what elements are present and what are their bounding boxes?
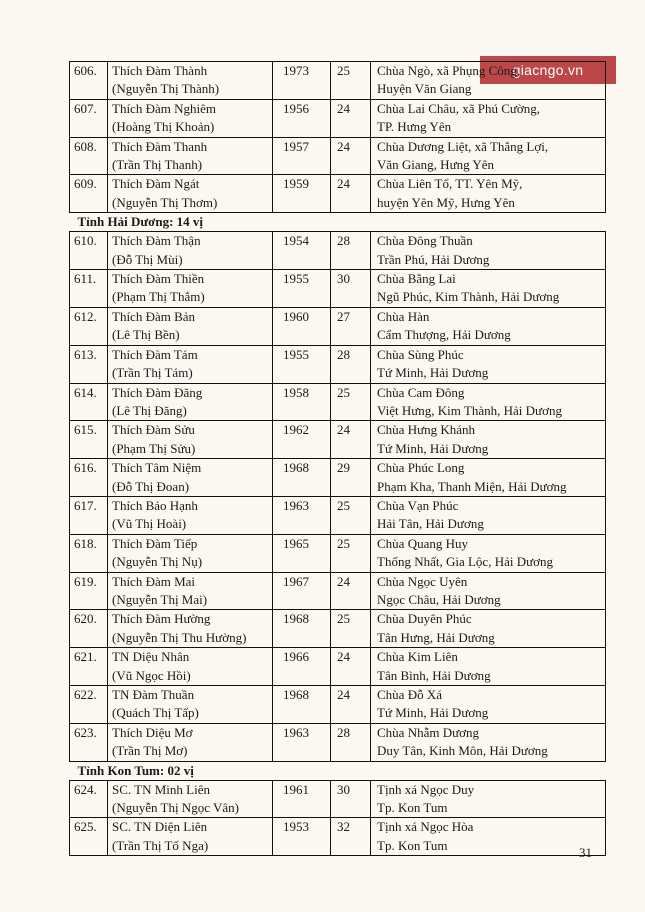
entry-number: 607.	[74, 100, 97, 116]
dharma-name: Thích Đàm Sửu	[112, 422, 195, 438]
entry-number: 620.	[74, 611, 97, 627]
age: 28	[337, 346, 350, 362]
table-row	[70, 383, 606, 421]
lay-name: (Nguyễn Thị Thành)	[112, 81, 220, 97]
place-cell	[371, 686, 606, 724]
nun-list-table	[69, 61, 606, 856]
age: 25	[337, 497, 350, 513]
lay-name: (Trần Thị Mơ)	[112, 743, 188, 759]
age-cell	[331, 572, 371, 610]
age: 24	[337, 176, 350, 192]
lay-name: (Phạm Thị Sửu)	[112, 440, 196, 456]
age-cell	[331, 345, 371, 383]
place-cell	[371, 648, 606, 686]
name-cell	[108, 459, 273, 497]
age: 24	[337, 138, 350, 154]
no-cell	[70, 307, 108, 345]
name-cell	[108, 137, 273, 175]
year: 1961	[283, 781, 309, 797]
age-cell	[331, 62, 371, 100]
table-row	[70, 175, 606, 213]
age-cell	[331, 610, 371, 648]
place-cell	[371, 62, 606, 100]
section-title: Tỉnh Hải Dương: 14 vị	[77, 214, 204, 230]
place-line-1: Chùa Đông Thuần	[377, 233, 473, 249]
lay-name: (Vũ Thị Hoài)	[112, 516, 187, 532]
dharma-name: Thích Tâm Niệm	[112, 460, 202, 476]
page-number: 31	[579, 845, 592, 860]
table-row	[70, 496, 606, 534]
dharma-name: Thích Đàm Thành	[112, 63, 208, 78]
year: 1963	[283, 724, 309, 740]
no-cell	[70, 270, 108, 308]
place-line-1: Tịnh xá Ngọc Duy	[377, 781, 475, 797]
table-row	[70, 137, 606, 175]
no-cell	[70, 232, 108, 270]
name-cell	[108, 648, 273, 686]
table-row	[70, 723, 606, 761]
place-line-1: Chùa Duyên Phúc	[377, 611, 472, 627]
entry-number: 619.	[74, 573, 97, 589]
entry-number: 610.	[74, 233, 97, 249]
year: 1959	[283, 176, 309, 192]
year-cell	[273, 345, 331, 383]
name-cell	[108, 307, 273, 345]
year-cell	[273, 610, 331, 648]
place-line-2: Thống Nhất, Gia Lộc, Hải Dương	[377, 554, 554, 570]
place-cell	[371, 99, 606, 137]
place-cell	[371, 345, 606, 383]
dharma-name: Thích Bảo Hạnh	[112, 497, 198, 513]
no-cell	[70, 62, 108, 100]
lay-name: (Đỗ Thị Mùi)	[112, 251, 183, 267]
year-cell	[273, 780, 331, 818]
age: 24	[337, 422, 350, 438]
name-cell	[108, 232, 273, 270]
place-line-2: Tân Hưng, Hải Dương	[377, 629, 495, 645]
place-cell	[371, 459, 606, 497]
place-line-2: Ngũ Phúc, Kim Thành, Hải Dương	[377, 289, 560, 305]
place-line-1: Chùa Phúc Long	[377, 460, 465, 476]
place-cell	[371, 723, 606, 761]
year-cell	[273, 270, 331, 308]
year-cell	[273, 686, 331, 724]
place-line-1: Chùa Hàn	[377, 308, 430, 324]
table-row	[70, 610, 606, 648]
entry-number: 612.	[74, 308, 97, 324]
dharma-name: SC. TN Minh Liên	[112, 781, 210, 797]
age-cell	[331, 99, 371, 137]
dharma-name: Thích Đàm Đăng	[112, 384, 203, 400]
entry-number: 616.	[74, 460, 97, 476]
place-line-1: Chùa Ngọc Uyên	[377, 573, 468, 589]
age-cell	[331, 459, 371, 497]
place-cell	[371, 270, 606, 308]
age-cell	[331, 780, 371, 818]
year: 1968	[283, 460, 309, 476]
entry-number: 615.	[74, 422, 97, 438]
age-cell	[331, 307, 371, 345]
age-cell	[331, 421, 371, 459]
age: 24	[337, 687, 350, 702]
place-line-1: Chùa Cam Đông	[377, 384, 465, 400]
place-line-2: Tứ Minh, Hải Dương	[377, 705, 489, 721]
table-row	[70, 345, 606, 383]
age: 30	[337, 271, 350, 287]
age-cell	[331, 723, 371, 761]
dharma-name: Thích Đàm Bản	[112, 308, 196, 324]
dharma-name: Thích Đàm Thiền	[112, 271, 205, 287]
table-row	[70, 572, 606, 610]
no-cell	[70, 383, 108, 421]
place-line-1: Chùa Nhẫm Dương	[377, 724, 480, 740]
no-cell	[70, 534, 108, 572]
year-cell	[273, 496, 331, 534]
lay-name: (Quách Thị Tấp)	[112, 705, 199, 721]
age: 24	[337, 649, 350, 665]
year-cell	[273, 232, 331, 270]
table-row	[70, 459, 606, 497]
place-cell	[371, 610, 606, 648]
age: 32	[337, 819, 350, 835]
lay-name: (Trần Thị Thanh)	[112, 157, 203, 173]
age: 28	[337, 724, 350, 740]
table-row	[70, 270, 606, 308]
year: 1965	[283, 535, 309, 551]
entry-number: 613.	[74, 346, 97, 362]
age: 24	[337, 100, 350, 116]
place-line-2: Huyện Văn Giang	[377, 81, 472, 97]
age: 25	[337, 63, 350, 78]
place-line-2: Duy Tân, Kinh Môn, Hải Dương	[377, 743, 548, 759]
name-cell	[108, 99, 273, 137]
lay-name: (Trần Thị Tố Nga)	[112, 837, 209, 853]
table-row	[70, 99, 606, 137]
entry-number: 618.	[74, 535, 97, 551]
lay-name: (Nguyễn Thị Mai)	[112, 591, 208, 607]
no-cell	[70, 780, 108, 818]
year: 1960	[283, 308, 309, 324]
age-cell	[331, 648, 371, 686]
entry-number: 621.	[74, 649, 97, 665]
place-line-2: Ngọc Châu, Hải Dương	[377, 591, 501, 607]
entry-number: 622.	[74, 687, 97, 702]
place-cell	[371, 421, 606, 459]
age: 25	[337, 535, 350, 551]
place-line-2: Tứ Minh, Hải Dương	[377, 365, 489, 381]
table-row	[70, 534, 606, 572]
year: 1968	[283, 611, 309, 627]
name-cell	[108, 723, 273, 761]
place-line-1: Tịnh xá Ngọc Hòa	[377, 819, 474, 835]
place-line-2: Việt Hưng, Kim Thành, Hải Dương	[377, 402, 562, 418]
place-line-1: Chùa Kim Liên	[377, 649, 458, 665]
name-cell	[108, 780, 273, 818]
name-cell	[108, 270, 273, 308]
year-cell	[273, 421, 331, 459]
place-line-1: Chùa Ngò, xã Phụng Công,	[377, 63, 520, 78]
age-cell	[331, 496, 371, 534]
table-row	[70, 780, 606, 818]
year-cell	[273, 534, 331, 572]
dharma-name: Thích Đàm Tám	[112, 346, 198, 362]
entry-number: 611.	[74, 271, 97, 287]
place-cell	[371, 534, 606, 572]
dharma-name: TN Diệu Nhân	[112, 649, 190, 665]
place-line-2: Văn Giang, Hưng Yên	[377, 157, 495, 173]
year: 1967	[283, 573, 309, 589]
year: 1956	[283, 100, 309, 116]
year: 1957	[283, 138, 309, 154]
age-cell	[331, 175, 371, 213]
place-line-2: Trần Phú, Hải Dương	[377, 251, 490, 267]
place-line-2: Hải Tân, Hải Dương	[377, 516, 484, 532]
entry-number: 617.	[74, 497, 97, 513]
entry-number: 614.	[74, 384, 97, 400]
entry-number: 623.	[74, 724, 97, 740]
age-cell	[331, 686, 371, 724]
place-line-1: Chùa Đỗ Xá	[377, 687, 442, 702]
no-cell	[70, 345, 108, 383]
no-cell	[70, 572, 108, 610]
place-cell	[371, 572, 606, 610]
dharma-name: Thích Diệu Mơ	[112, 724, 193, 740]
table-row	[70, 648, 606, 686]
name-cell	[108, 572, 273, 610]
table-row	[70, 818, 606, 856]
age-cell	[331, 383, 371, 421]
age-cell	[331, 232, 371, 270]
year-cell	[273, 572, 331, 610]
place-line-1: Chùa Quang Huy	[377, 535, 468, 551]
lay-name: (Nguyễn Thị Thu Hường)	[112, 629, 247, 645]
entry-number: 608.	[74, 138, 97, 154]
place-line-2: Tp. Kon Tum	[377, 837, 448, 853]
dharma-name: Thích Đàm Nghiêm	[112, 100, 216, 116]
dharma-name: Thích Đàm Hường	[112, 611, 211, 627]
province-section-heading	[70, 761, 606, 780]
table-body	[70, 62, 606, 856]
no-cell	[70, 459, 108, 497]
age-cell	[331, 818, 371, 856]
name-cell	[108, 383, 273, 421]
lay-name: (Đỗ Thị Đoan)	[112, 478, 190, 494]
dharma-name: SC. TN Diện Liên	[112, 819, 208, 835]
year: 1955	[283, 346, 309, 362]
dharma-name: Thích Đàm Mai	[112, 573, 196, 589]
table-row	[70, 686, 606, 724]
lay-name: (Lê Thị Bền)	[112, 327, 180, 343]
place-line-1: Chùa Sùng Phúc	[377, 346, 464, 362]
place-cell	[371, 496, 606, 534]
age-cell	[331, 270, 371, 308]
watermark-logo: giacngo.vn	[480, 56, 616, 84]
dharma-name: Thích Đàm Ngát	[112, 176, 200, 192]
no-cell	[70, 686, 108, 724]
dharma-name: Thích Đàm Thanh	[112, 138, 208, 154]
place-cell	[371, 232, 606, 270]
no-cell	[70, 610, 108, 648]
place-cell	[371, 780, 606, 818]
place-line-1: Chùa Lai Châu, xã Phú Cường,	[377, 100, 541, 116]
age: 25	[337, 384, 350, 400]
place-line-2: Tp. Kon Tum	[377, 800, 448, 816]
year: 1962	[283, 422, 309, 438]
lay-name: (Phạm Thị Thắm)	[112, 289, 205, 305]
year: 1953	[283, 819, 309, 835]
place-cell	[371, 818, 606, 856]
no-cell	[70, 723, 108, 761]
dharma-name: TN Đàm Thuần	[112, 687, 195, 702]
year: 1963	[283, 497, 309, 513]
lay-name: (Trần Thị Tám)	[112, 365, 193, 381]
year-cell	[273, 307, 331, 345]
age: 25	[337, 611, 350, 627]
year-cell	[273, 99, 331, 137]
year-cell	[273, 459, 331, 497]
entry-number: 606.	[74, 63, 97, 78]
year: 1955	[283, 271, 309, 287]
no-cell	[70, 421, 108, 459]
place-line-2: TP. Hưng Yên	[377, 119, 452, 135]
name-cell	[108, 818, 273, 856]
age: 24	[337, 573, 350, 589]
no-cell	[70, 175, 108, 213]
name-cell	[108, 345, 273, 383]
year-cell	[273, 648, 331, 686]
name-cell	[108, 175, 273, 213]
lay-name: (Nguyễn Thị Thơm)	[112, 194, 218, 210]
name-cell	[108, 534, 273, 572]
table-row	[70, 62, 606, 100]
year-cell	[273, 818, 331, 856]
age: 27	[337, 308, 350, 324]
place-line-2: huyện Yên Mỹ, Hưng Yên	[377, 194, 515, 210]
no-cell	[70, 496, 108, 534]
place-cell	[371, 137, 606, 175]
no-cell	[70, 99, 108, 137]
place-line-1: Chùa Bằng Lai	[377, 271, 456, 287]
place-line-2: Cẩm Thượng, Hải Dương	[377, 327, 511, 343]
place-cell	[371, 307, 606, 345]
age: 30	[337, 781, 350, 797]
year: 1958	[283, 384, 309, 400]
lay-name: (Lê Thị Đăng)	[112, 402, 187, 418]
year-cell	[273, 137, 331, 175]
name-cell	[108, 62, 273, 100]
no-cell	[70, 137, 108, 175]
year-cell	[273, 62, 331, 100]
name-cell	[108, 496, 273, 534]
year: 1954	[283, 233, 309, 249]
no-cell	[70, 648, 108, 686]
age-cell	[331, 534, 371, 572]
dharma-name: Thích Đàm Tiếp	[112, 535, 198, 551]
dharma-name: Thích Đàm Thận	[112, 233, 201, 249]
name-cell	[108, 421, 273, 459]
lay-name: (Nguyễn Thị Ngọc Vân)	[112, 800, 239, 816]
entry-number: 609.	[74, 176, 97, 192]
lay-name: (Vũ Ngọc Hồi)	[112, 667, 191, 683]
year: 1968	[283, 687, 309, 702]
entry-number: 625.	[74, 819, 97, 835]
place-line-1: Chùa Dương Liệt, xã Thắng Lợi,	[377, 138, 549, 154]
no-cell	[70, 818, 108, 856]
age-cell	[331, 137, 371, 175]
year: 1973	[283, 63, 309, 78]
lay-name: (Nguyễn Thị Nụ)	[112, 554, 203, 570]
place-cell	[371, 175, 606, 213]
year-cell	[273, 383, 331, 421]
place-line-2: Tứ Minh, Hải Dương	[377, 440, 489, 456]
section-title: Tỉnh Kon Tum: 02 vị	[77, 762, 194, 778]
name-cell	[108, 686, 273, 724]
table-row	[70, 307, 606, 345]
table-row	[70, 232, 606, 270]
entry-number: 624.	[74, 781, 97, 797]
year: 1966	[283, 649, 309, 665]
year-cell	[273, 723, 331, 761]
place-line-1: Chùa Vạn Phúc	[377, 497, 459, 513]
table-row	[70, 421, 606, 459]
age: 29	[337, 460, 350, 476]
place-line-2: Phạm Kha, Thanh Miện, Hải Dương	[377, 478, 567, 494]
place-cell	[371, 383, 606, 421]
place-line-1: Chùa Hưng Khánh	[377, 422, 476, 438]
age: 28	[337, 233, 350, 249]
province-section-heading	[70, 213, 606, 232]
place-line-2: Tân Bình, Hải Dương	[377, 667, 491, 683]
name-cell	[108, 610, 273, 648]
lay-name: (Hoàng Thị Khoản)	[112, 119, 215, 135]
year-cell	[273, 175, 331, 213]
place-line-1: Chùa Liên Tổ, TT. Yên Mỹ,	[377, 176, 523, 192]
